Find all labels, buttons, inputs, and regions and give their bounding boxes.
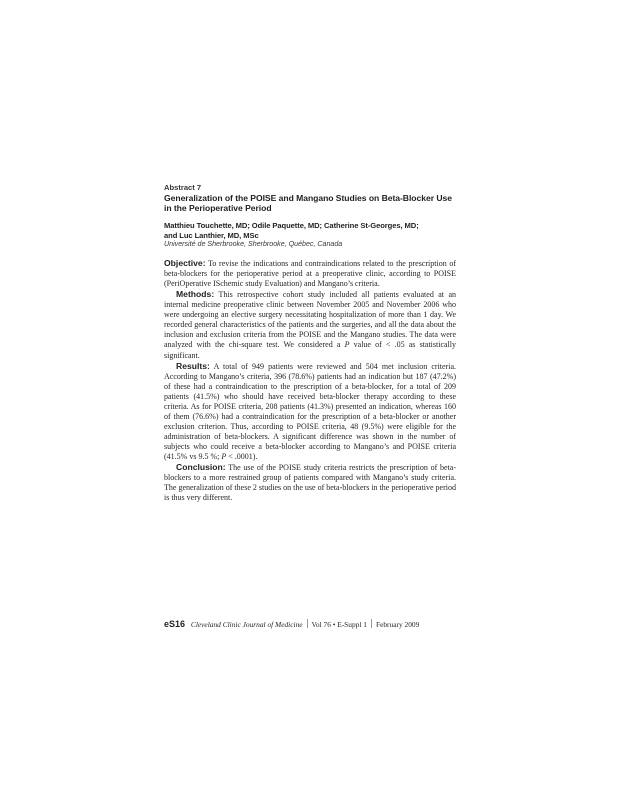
abstract-label: Abstract 7: [164, 183, 202, 192]
issue-date: February 2009: [375, 620, 420, 629]
results-text-end: < .0001).: [228, 451, 258, 461]
conclusion-paragraph: [164, 462, 456, 503]
results-text: A total of 949 patients were reviewed and 504 met inclusion criteria. According to Mangano’s criteria, 396 (78.6%) patients had an indication but 187 (47.2%) of these had a contraindication to the prescription of a beta-blocker, for a total of 209 patients (41.5%) who should have received beta-blocker therapy according to these criteria. As for POISE criteria, 208 patients (41.3%) presented an indication, whereas 160 of them (76.6%) had a contraindication for the prescription of a beta-blocker or another exclusion criterion. Thus, according to POISE criteria, 48 (9.5%) were eligible for the administration of beta-blockers. A significant difference was shown in the number of subjects who could receive a beta-blocker according to Mangano’s and POISE criteria (41.5% vs 9.5 %;: [164, 361, 456, 461]
methods-text: This retrospective cohort study included all patients evaluated at an internal medicine preoperative clinic between November 2005 and November 2006 who were undergoing an elective surgery necessitating hospitalization of more than 1 day. We recorded general characteristics of the patients and the surgeries, and all the data about the inclusion and exclusion criteria from the POISE and the Mangano studies. The data were analyzed with the chi-square test. We considered a: [164, 290, 456, 350]
p-value-symbol: P: [221, 451, 227, 461]
affiliation: Université de Sherbrooke, Sherbrooke, Québec, Canada: [164, 240, 343, 249]
abstract-body: [164, 258, 456, 503]
authors-line-2: and Luc Lanthier, MD, MSc: [164, 230, 259, 240]
objective-heading: Objective:: [164, 258, 206, 269]
conclusion-text: The use of the POISE study criteria restricts the prescription of beta-blockers to a more restrained group of patients compared with Mangano’s study criteria. The generalization of these 2 studies on the use of beta-blockers in the perioperative period is thus very different.: [164, 463, 456, 503]
p-value-symbol: P: [344, 340, 350, 350]
conclusion-heading: Conclusion:: [176, 462, 226, 473]
methods-heading: Methods:: [176, 289, 215, 300]
objective-text: To revise the indications and contraindications related to the prescription of beta-blockers for the perioperative period at a preoperative clinic, according to POISE (PeriOperative ISchemic study Evaluation) and Mangano’s criteria.: [164, 259, 456, 289]
page-footer: [164, 619, 464, 630]
methods-text-end: value of < .05 as statistically significant.: [164, 340, 457, 360]
abstract-block: [164, 183, 456, 503]
methods-paragraph: [164, 289, 456, 360]
footer-divider: [307, 619, 308, 628]
results-paragraph: [164, 361, 456, 462]
page-number: eS16: [164, 619, 186, 629]
journal-name: Cleveland Clinic Journal of Medicine: [190, 620, 303, 629]
authors-line-1: Matthieu Touchette, MD; Odile Paquette, MD; Catherine St-Georges, MD;: [164, 221, 419, 231]
results-heading: Results:: [176, 360, 210, 371]
objective-paragraph: [164, 258, 456, 289]
author-list: [164, 221, 456, 240]
abstract-title: Generalization of the POISE and Mangano Studies on Beta-Blocker Use in the Perioperative Period: [164, 192, 452, 213]
volume-info: Vol 76 • E-Suppl 1: [311, 620, 367, 629]
footer-divider: [371, 619, 372, 628]
